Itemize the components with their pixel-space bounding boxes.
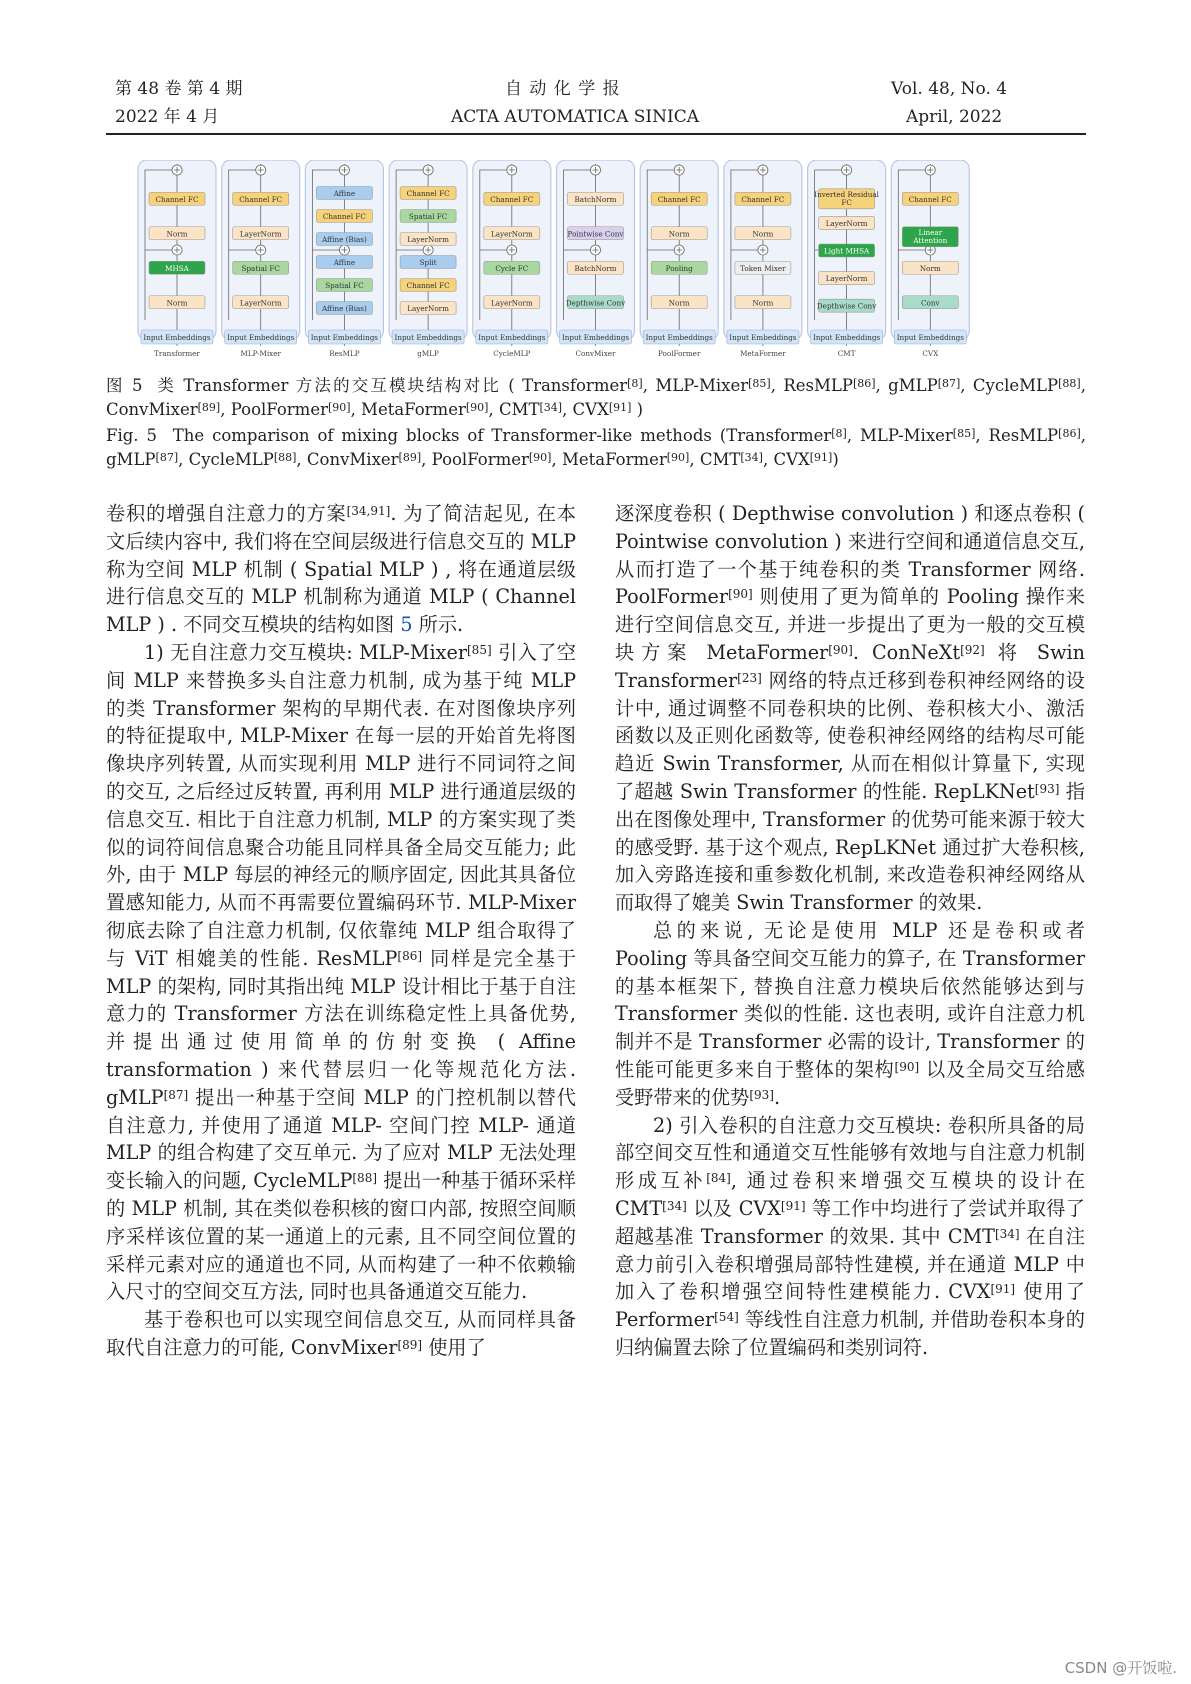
ref[interactable]: [89] [398, 451, 422, 464]
caption-text: , ResMLP [770, 376, 853, 395]
body-text: 将 Swin Transformer [615, 640, 1085, 692]
input-embeddings-label: Input Embeddings [812, 333, 881, 342]
body-text: 使用了 [422, 1335, 486, 1359]
block-label: Depthwise Conv [816, 301, 877, 311]
body-text: 同样是完全基于 MLP 的架构, 同时其指出纯 MLP 设计相比于基于自注意力的 Transformer 方法在训练稳定性上具备优势, 并提出通过使用简单的仿射变换 ( Affine transformation ) 来代替层归一化等规范化方法. gMLP [106, 946, 576, 1109]
ref[interactable]: [88] [1058, 377, 1081, 390]
ref[interactable]: [54] [714, 1310, 739, 1325]
caption-cn [106, 374, 1086, 422]
panel-name: MLP-Mixer [240, 349, 281, 358]
caption-en-label: Fig. 5 [106, 426, 157, 445]
ref[interactable]: [90] [465, 401, 489, 414]
input-embeddings-label: Input Embeddings [143, 333, 211, 342]
header-journal-en: ACTA AUTOMATICA SINICA [451, 107, 699, 127]
ref[interactable]: [88] [352, 1171, 378, 1186]
input-embeddings-label: Input Embeddings [896, 333, 964, 342]
ref[interactable]: [92] [960, 642, 985, 657]
block-label: Spatial FC [325, 281, 364, 290]
block-label: Spatial FC [408, 212, 448, 221]
block-label: Norm [668, 229, 690, 239]
paragraph [106, 639, 576, 1306]
block-label: Norm [752, 298, 774, 308]
block-label: Light MHSA [823, 246, 870, 256]
block-label: Channel FC [490, 194, 534, 204]
caption-text: , gMLP [875, 376, 938, 395]
block-label: LayerNorm [239, 229, 282, 239]
caption-text: ) [832, 450, 839, 469]
caption-text: ) [631, 400, 644, 419]
body-text: 网络的特点迁移到卷积神经网络的设计中, 通过调整不同卷积块的比例、卷积核大小、激活函数以及正则化函数等, 使卷积神经网络的结构尽可能趋近 Swin Transformer, 从而在相似计算量下, 实现了超越 Swin Transformer 的性能. RepLKNet [615, 668, 1085, 803]
ref[interactable]: [8] [831, 427, 847, 440]
block-label: Channel FC [406, 189, 450, 198]
ref[interactable]: [90] [327, 401, 351, 414]
block-label: Pointwise Conv [567, 229, 624, 239]
block-label: Channel FC [406, 281, 450, 290]
header-volume: 第 48 卷 第 4 期 [115, 79, 243, 99]
caption-text: , PoolFormer [421, 450, 529, 469]
left-column [106, 500, 576, 1362]
ref[interactable]: [85] [952, 427, 976, 440]
body-text: 所示. [412, 613, 464, 637]
body-text: 基于卷积也可以实现空间信息交互, 从而同样具备取代自注意力的可能, ConvMixer [106, 1308, 576, 1359]
ref[interactable]: [86] [397, 948, 423, 963]
header-rule [106, 133, 1086, 135]
ref[interactable]: [34] [740, 451, 763, 464]
block-label: Channel FC [741, 194, 785, 204]
ref[interactable]: [34] [539, 401, 563, 414]
ref[interactable]: [85] [748, 377, 771, 390]
input-embeddings-label: Input Embeddings [561, 333, 630, 342]
caption-text: , CVX [562, 400, 609, 419]
panel-name: MetaFormer [740, 349, 786, 358]
panel-name: ConvMixer [575, 349, 616, 358]
watermark: CSDN @开饭啦. [1064, 1659, 1177, 1677]
block-label: Split [419, 258, 437, 267]
block-label: LayerNorm [490, 298, 533, 308]
panel-name: CVX [922, 349, 939, 358]
ref[interactable]: [93] [749, 1087, 774, 1102]
paragraph [615, 1112, 1085, 1362]
block-label: Spatial FC [241, 263, 280, 273]
ref[interactable]: [87] [937, 377, 961, 390]
body-text: 则使用了更为简单的 Pooling 操作来进行空间信息交互, 并进一步提出了更为一般的交互模块方案 MetaFormer [615, 585, 1085, 664]
body-text: . 为了简洁起见, 在本文后续内容中, 我们将在空间层级进行信息交互的 MLP 称为空间 MLP 机制 ( Spatial MLP ) , 将在通道层级进行信息交互的 MLP 机制称为通道 MLP ( Channel MLP ) . 不同交互模块的结构如图 [106, 502, 576, 637]
body-text: 使用了 Performer [615, 1280, 1085, 1332]
caption-en [106, 424, 1086, 472]
ref[interactable]: [88] [273, 451, 297, 464]
input-embeddings-label: Input Embeddings [645, 333, 713, 342]
caption-text: , MetaFormer [350, 400, 466, 419]
block-label: Affine [333, 189, 356, 198]
block-label: Token Mixer [740, 263, 786, 273]
body-text: 以及全局交互给感受野带来的优势 [615, 1057, 1085, 1109]
block-label: MHSA [165, 263, 189, 273]
block-label: Channel FC [908, 194, 952, 204]
body-text: 以及 CVX [686, 1196, 781, 1220]
body-text: , 通过卷积来增强交互模块的设计在 CMT [615, 1169, 1086, 1220]
body-text: 在自注意力前引入卷积增强局部特性建模, 并在通道 MLP 中加入了卷积增强空间特性建模能力. CVX [615, 1224, 1085, 1304]
ref[interactable]: [89] [197, 401, 221, 414]
ref[interactable]: [90] [528, 451, 552, 464]
ref[interactable]: [23] [737, 670, 762, 685]
header-vol-en: Vol. 48, No. 4 [891, 79, 1008, 99]
caption-text: , MLP-Mixer [846, 426, 953, 445]
block-label: Affine (Bias) [321, 235, 367, 244]
caption-text: , ResMLP [975, 426, 1059, 445]
block-label: Depthwise Conv [565, 298, 626, 308]
caption-text: , MetaFormer [551, 450, 667, 469]
caption-text: , CycleMLP [178, 450, 274, 469]
caption-cn-text: 类 Transformer 方法的交互模块结构对比 ( Transformer [157, 376, 628, 395]
block-label: Linear Attention [913, 227, 948, 245]
caption-text: , PoolFormer [220, 400, 328, 419]
body-text: 提出一种基于空间 MLP 的门控机制以替代自注意力, 并使用了通道 MLP- 空间门控 MLP- 通道 MLP 的组合构建了交互单元. 为了应对 MLP 无法处理变长输入的问题, CycleMLP [106, 1085, 576, 1193]
ref[interactable]: [90] [894, 1059, 920, 1074]
block-label: LayerNorm [407, 235, 449, 244]
block-label: Norm [668, 298, 690, 308]
block-label: Cycle FC [495, 263, 529, 273]
caption-text: , CMT [689, 450, 741, 469]
block-label: Affine (Bias) [321, 304, 367, 313]
block-label: Channel FC [657, 194, 701, 204]
header-journal-cn: 自 动 化 学 报 [505, 79, 621, 99]
input-embeddings-label: Input Embeddings [227, 333, 295, 342]
ref[interactable]: [34] [994, 1226, 1020, 1241]
caption-en-text: The comparison of mixing blocks of Transformer-like methods (Transformer [172, 426, 832, 445]
block-label: Norm [166, 229, 188, 239]
figure-link[interactable]: 5 [400, 613, 413, 637]
ref[interactable]: [91] [809, 451, 833, 464]
ref[interactable]: [86] [1058, 427, 1081, 440]
panel-name: CMT [837, 349, 856, 358]
ref[interactable]: [86] [852, 377, 876, 390]
panel-name: Transformer [154, 349, 200, 358]
body-text: 总的来说, 无论是使用 MLP 还是卷积或者 Pooling 等具备空间交互能力的算子, 在 Transformer 的基本框架下, 替换自注意力模块后依然能够达到与 Transformer 类似的性能. 这也表明, 或许自注意力机制并不是 Transformer 必需的设计, Transformer 的性能可能更多来自于整体的架构 [615, 918, 1085, 1081]
paragraph [106, 500, 576, 639]
ref[interactable]: [91] [608, 401, 632, 414]
block-label: Channel FC [155, 194, 199, 204]
block-label: Affine [333, 258, 356, 267]
block-label: LayerNorm [825, 274, 868, 284]
block-label: LayerNorm [490, 229, 533, 239]
ref[interactable]: [90] [666, 451, 690, 464]
ref[interactable]: [91] [990, 1282, 1016, 1297]
input-embeddings-label: Input Embeddings [729, 333, 797, 342]
ref[interactable]: [34] [662, 1198, 687, 1213]
panel-name: gMLP [417, 349, 439, 358]
figure-5-diagram [137, 160, 1052, 392]
body-text: 指出在图像处理中, Transformer 的优势可能来源于较大的感受野. 基于这个观点, RepLKNet 通过扩大卷积核, 加入旁路连接和重参数化机制, 来改造卷积神经网络从而取得了媲美 Swin Transformer 的效果. [615, 779, 1085, 915]
input-embeddings-label: Input Embeddings [310, 333, 379, 342]
block-label: Channel FC [322, 212, 366, 221]
body-text: 1) 无自注意力交互模块: MLP-Mixer [144, 640, 467, 664]
block-label: LayerNorm [825, 218, 868, 228]
block-label: BatchNorm [574, 263, 617, 273]
ref[interactable]: [8] [627, 377, 643, 390]
ref[interactable]: [93] [1034, 781, 1060, 796]
block-label: Norm [919, 263, 941, 273]
ref[interactable]: [87] [163, 1087, 189, 1102]
block-label: LayerNorm [239, 298, 282, 308]
caption-cn-label: 图 5 [106, 376, 143, 395]
body-text: . [773, 1085, 781, 1109]
caption-text: gMLP [106, 450, 156, 469]
input-embeddings-label: Input Embeddings [478, 333, 546, 342]
body-text: 引入了空间 MLP 来替换多头自注意力机制, 成为基于纯 MLP 的类 Transformer 架构的早期代表. 在对图像块序列的特征提取中, MLP-Mixer 在每一层的开始首先将图像块序列转置, 从而实现利用 MLP 进行不同词符之间的交互, 之后经过反转置, 再利用 MLP 进行通道层级的信息交互. 相比于自注意力机制, MLP 的方案实现了类似的词符间信息聚合功能且同样具备全局交互能力; 此外, 由于 MLP 每层的神经元的顺序固定, 因此其具备位置感知能力, 从而不再需要位置编码环节. MLP-Mixer 彻底去除了自注意力机制, 仅依靠纯 MLP 组合取得了与 ViT 相媲美的性能. ResMLP [106, 640, 576, 970]
body-text: 2) 引入卷积的自注意力交互模块: 卷积所具备的局部空间交互性和通道交互性能够有效地与自注意力机制形成互补 [615, 1113, 1085, 1193]
body-text: 提出一种基于循环采样的 MLP 机制, 其在类似卷积核的窗口内部, 按照空间顺序采样该位置的某一通道上的元素, 且不同空间位置的采样元素对应的通道也不同, 从而构建了一种不依赖输入尺寸的空间交互方法, 同时也具备通道交互能力. [106, 1169, 576, 1304]
caption-text: , CMT [488, 400, 540, 419]
caption-text: , MLP-Mixer [642, 376, 749, 395]
block-label: Pooling [665, 263, 693, 273]
ref[interactable]: [91] [780, 1198, 806, 1213]
panel-name: ResMLP [329, 349, 360, 358]
header-date-en: April, 2022 [906, 107, 1003, 127]
caption-text: ConvMixer [106, 400, 198, 419]
block-label: LayerNorm [407, 304, 449, 313]
caption-text: , ConvMixer [296, 450, 399, 469]
caption-text: , CVX [762, 450, 810, 469]
ref[interactable]: [90] [828, 642, 853, 657]
caption-text: , [1080, 376, 1086, 395]
header-date-cn: 2022 年 4 月 [115, 107, 220, 127]
panel-name: PoolFormer [658, 349, 701, 358]
body-text: 等工作中均进行了尝试并取得了超越基准 Transformer 的效果. 其中 CMT [615, 1196, 1085, 1248]
body-text: 卷积的增强自注意力的方案 [106, 502, 347, 525]
body-text: 逐深度卷积 ( Depthwise convolution ) 和逐点卷积 ( Pointwise convolution ) 来进行空间和通道信息交互, 从而打造了一个基于纯卷积的类 Transformer 网络. PoolFormer [615, 502, 1085, 609]
ref[interactable]: [89] [397, 1337, 423, 1352]
ref[interactable]: [90] [728, 587, 753, 602]
paragraph [106, 1306, 576, 1362]
block-label: Norm [166, 298, 188, 308]
paragraph [615, 917, 1085, 1112]
body-text: 等线性自注意力机制, 并借助卷积本身的归纳偏置去除了位置编码和类别词符. [615, 1308, 1085, 1359]
paragraph [615, 500, 1085, 917]
caption-text: , CycleMLP [960, 376, 1059, 395]
block-label: Channel FC [239, 194, 283, 204]
panel-name: CycleMLP [493, 349, 531, 358]
ref[interactable]: [34,91] [346, 504, 391, 518]
block-label: Conv [921, 298, 940, 308]
block-label: BatchNorm [574, 194, 617, 204]
body-text: . ConNeXt [852, 640, 961, 664]
block-label: Norm [752, 229, 774, 239]
input-embeddings-label: Input Embeddings [394, 333, 462, 342]
ref[interactable]: [84] [706, 1171, 731, 1186]
ref[interactable]: [85] [467, 642, 492, 657]
ref[interactable]: [87] [155, 451, 179, 464]
right-column [615, 500, 1085, 1362]
block-label: Inverted Residual FC [814, 189, 879, 207]
caption-text: , [1080, 426, 1086, 445]
